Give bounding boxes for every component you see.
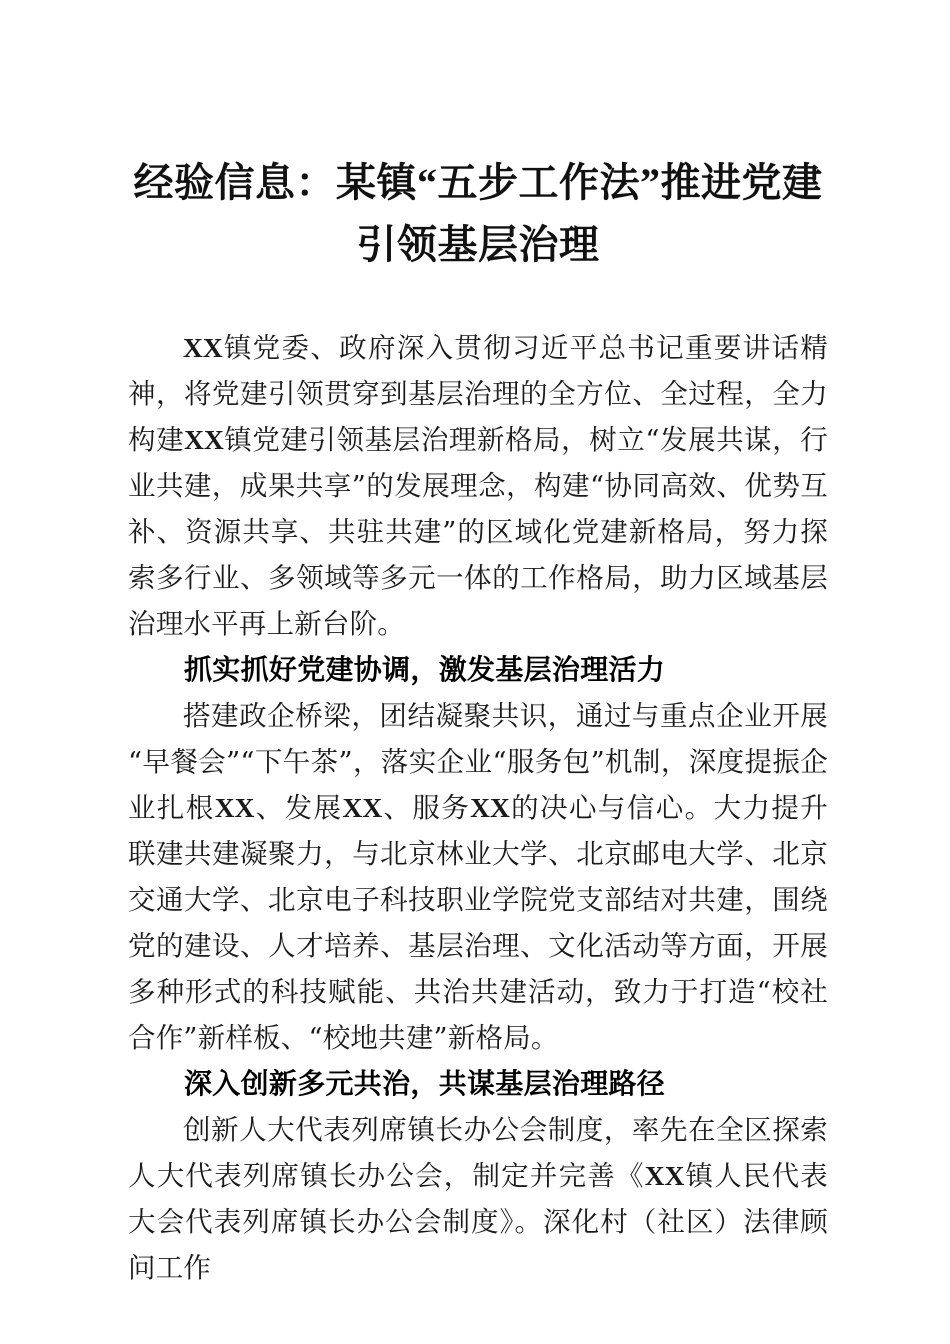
paragraph-body-1: 搭建政企桥梁，团结凝聚共识，通过与重点企业开展“早餐会”“下午茶”，落实企业“服务包”机制，深度提振企业扎根XX、发展XX、服务XX的决心与信心。大力提升联建共建凝聚力，与北京林业大学、北京邮电大学、北京交通大学、北京电子科技职业学院党支部结对共建，围绕党的建设、人才培养、基层治理、文化活动等方面，开展多种形式的科技赋能、共治共建活动，致力于打造“校社合作”新样板、“校地共建”新格局。 — [128, 700, 828, 1054]
latin-run: XX — [183, 332, 223, 363]
page-title-line-2: 引领基层治理 — [356, 222, 600, 267]
section-heading-1: 抓实抓好党建协调，激发基层治理活力 — [184, 654, 666, 685]
page-title-line-1: 经验信息：某镇“五步工作法”推进党建 — [133, 160, 823, 205]
section-heading-2: 深入创新多元共治，共谋基层治理路径 — [184, 1068, 666, 1099]
latin-run: XX — [342, 792, 383, 823]
latin-run: XX — [214, 792, 255, 823]
latin-run: XX — [470, 792, 510, 823]
paragraph-intro: XX镇党委、政府深入贯彻习近平总书记重要讲话精神，将党建引领贯穿到基层治理的全方位、全过程，全力构建XX镇党建引领基层治理新格局，树立“发展共谋，行业共建，成果共享”的发展理念，构建“协同高效、优势互补、资源共享、共驻共建”的区域化党建新格局，努力探索多行业、多领域等多元一体的工作格局，助力区域基层治理水平再上新台阶。 — [128, 332, 828, 640]
latin-run: XX — [184, 424, 224, 455]
latin-run: XX — [644, 1160, 685, 1191]
page-title — [128, 0, 828, 276]
document-content — [128, 0, 828, 1291]
paragraph-body-2: 创新人大代表列席镇长办公会制度，率先在全区探索人大代表列席镇长办公会，制定并完善《XX镇人民代表大会代表列席镇长办公会制度》。深化村（社区）法律顾问工作 — [128, 1114, 829, 1284]
